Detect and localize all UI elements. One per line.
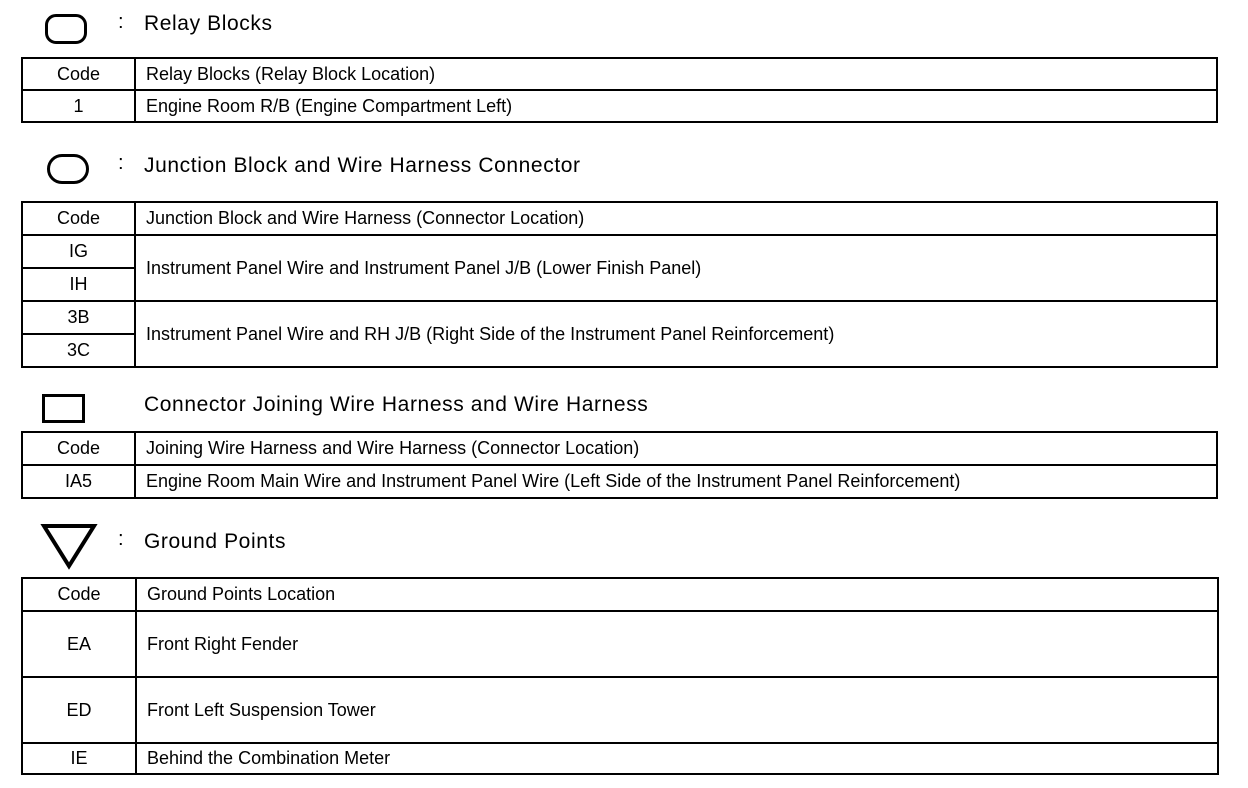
table-header-row: [22, 202, 1217, 235]
rectangle-symbol-icon: [42, 394, 85, 423]
description-cell: Instrument Panel Wire and Instrument Panel J/B (Lower Finish Panel): [135, 235, 1217, 301]
relay-blocks-table: [21, 57, 1218, 123]
description-header: Joining Wire Harness and Wire Harness (Connector Location): [135, 432, 1217, 465]
section-title: Relay Blocks: [144, 12, 273, 35]
table-header-row: [22, 578, 1218, 611]
oval-symbol-icon: [47, 154, 89, 184]
code-cell: 3C: [22, 334, 135, 367]
description-header: Relay Blocks (Relay Block Location): [135, 58, 1217, 90]
description-cell: Front Left Suspension Tower: [136, 677, 1218, 743]
code-header: Code: [22, 432, 135, 465]
table-row: [22, 465, 1217, 498]
code-cell: EA: [22, 611, 136, 677]
ground-points-table: [21, 577, 1219, 775]
table-row: [22, 677, 1218, 743]
table-row: [22, 301, 1217, 334]
table-row: [22, 90, 1217, 122]
section-title: Junction Block and Wire Harness Connector: [144, 154, 581, 177]
triangle-symbol-icon: [40, 522, 98, 570]
description-header: Ground Points Location: [136, 578, 1218, 611]
section-title: Ground Points: [144, 530, 287, 553]
table-row: [22, 611, 1218, 677]
code-cell: ED: [22, 677, 136, 743]
connector-joining-table: [21, 431, 1218, 499]
description-header: Junction Block and Wire Harness (Connector Location): [135, 202, 1217, 235]
description-cell: Behind the Combination Meter: [136, 743, 1218, 774]
section-connector-joining-heading: [0, 385, 1248, 425]
code-cell: 3B: [22, 301, 135, 334]
code-cell: IH: [22, 268, 135, 301]
table-row: [22, 235, 1217, 268]
code-header: Code: [22, 202, 135, 235]
description-cell: Instrument Panel Wire and RH J/B (Right Side of the Instrument Panel Reinforcement): [135, 301, 1217, 367]
description-cell: Engine Room Main Wire and Instrument Panel Wire (Left Side of the Instrument Panel Reinforcement): [135, 465, 1217, 498]
heading-colon: :: [118, 152, 124, 174]
junction-block-table: [21, 201, 1218, 368]
code-header: Code: [22, 58, 135, 90]
rounded-rectangle-symbol-icon: [45, 14, 87, 44]
description-cell: Engine Room R/B (Engine Compartment Left): [135, 90, 1217, 122]
code-header: Code: [22, 578, 136, 611]
table-row: [22, 743, 1218, 774]
section-ground-points-heading: [0, 520, 1248, 560]
code-cell: IA5: [22, 465, 135, 498]
code-cell: IE: [22, 743, 136, 774]
section-title: Connector Joining Wire Harness and Wire Harness: [144, 393, 649, 416]
code-cell: 1: [22, 90, 135, 122]
heading-colon: :: [118, 528, 124, 550]
code-cell: IG: [22, 235, 135, 268]
heading-colon: :: [118, 11, 124, 33]
section-relay-blocks-heading: [0, 5, 1248, 45]
description-cell: Front Right Fender: [136, 611, 1218, 677]
table-header-row: [22, 432, 1217, 465]
section-junction-block-heading: [0, 146, 1248, 186]
table-header-row: [22, 58, 1217, 90]
